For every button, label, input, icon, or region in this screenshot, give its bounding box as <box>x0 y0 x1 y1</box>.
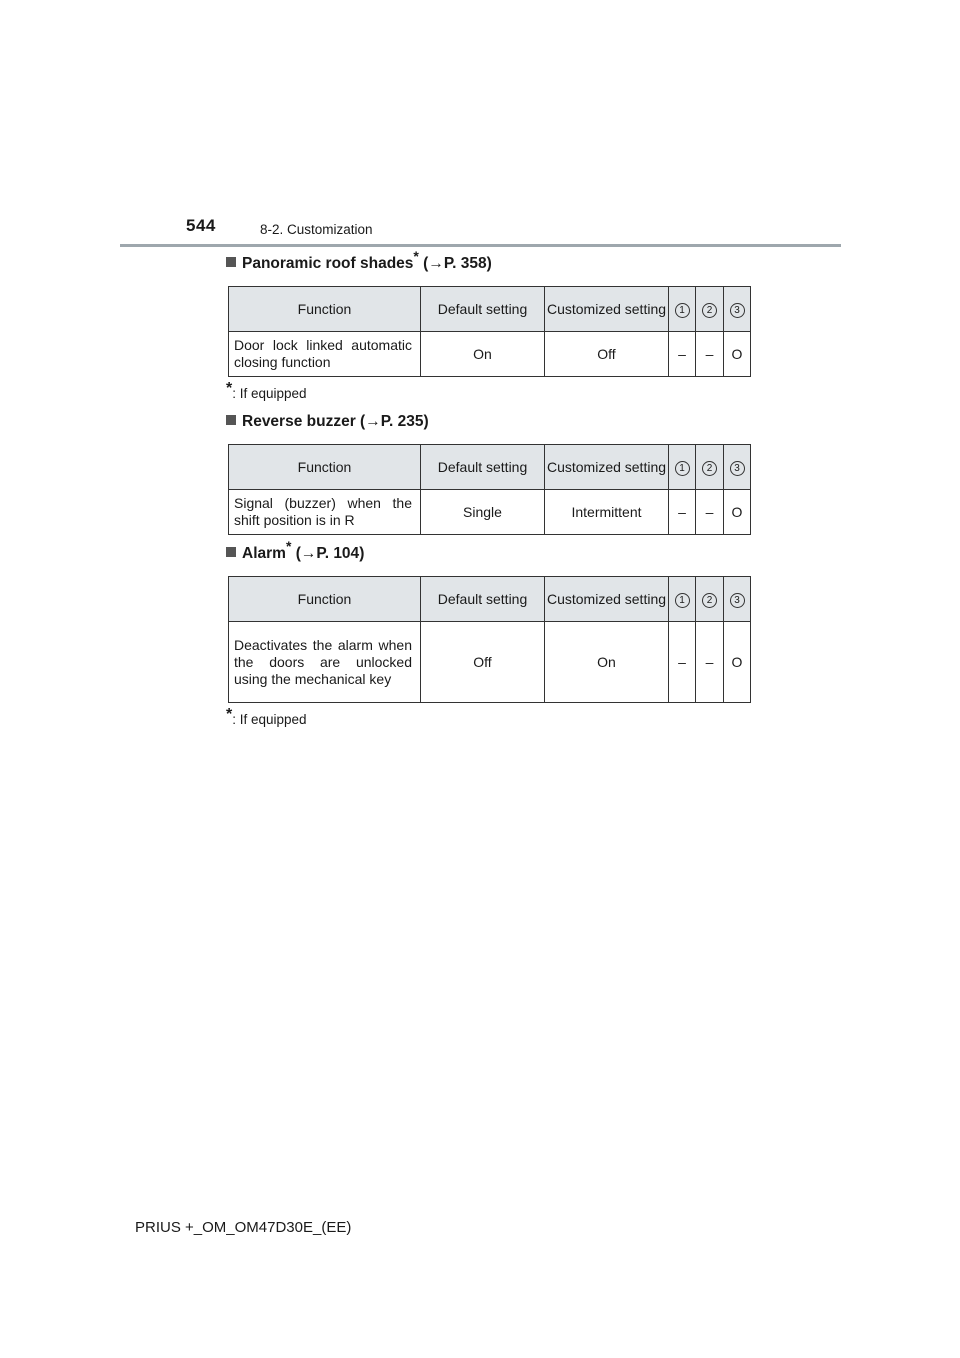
cell-default: Single <box>421 490 545 535</box>
page-number: 544 <box>186 216 216 235</box>
header-col-2 <box>696 445 724 490</box>
ref-arrow: → <box>365 413 381 430</box>
cell-function: Door lock linked automatic closing function <box>229 332 421 377</box>
cell-col-1: – <box>669 332 696 377</box>
section-label: 8-2. Customization <box>260 222 373 237</box>
header-col-1 <box>669 445 696 490</box>
cell-col-2: – <box>696 490 724 535</box>
footnote-asterisk: * <box>226 380 233 397</box>
circled-2-icon: 2 <box>702 303 717 318</box>
header-default-setting: Default setting <box>421 445 545 490</box>
section-heading-alarm: Alarm* (→P. 104) <box>226 545 364 563</box>
header-col-2 <box>696 577 724 622</box>
section-heading-reverse-buzzer: Reverse buzzer (→P. 235) <box>226 413 429 431</box>
page-ref[interactable]: P. 358 <box>443 255 487 272</box>
ref-arrow: → <box>428 255 444 272</box>
cell-customized: On <box>545 622 669 703</box>
asterisk-mark: * <box>285 538 292 554</box>
header-default-setting: Default setting <box>421 577 545 622</box>
cell-customized: Intermittent <box>545 490 669 535</box>
header-rule <box>120 244 841 247</box>
table-header-row <box>229 445 751 490</box>
header-default-setting: Default setting <box>421 287 545 332</box>
header-col-1 <box>669 287 696 332</box>
cell-col-3: O <box>724 490 751 535</box>
header-col-2 <box>696 287 724 332</box>
table-header-row <box>229 287 751 332</box>
settings-table-reverse-buzzer <box>228 444 751 535</box>
footnote-asterisk: * <box>226 706 233 723</box>
table-row <box>229 332 751 377</box>
page-ref[interactable]: P. 104 <box>316 545 360 562</box>
circled-1-icon: 1 <box>675 593 690 608</box>
cell-col-3: O <box>724 622 751 703</box>
cell-function: Deactivates the alarm when the doors are unlocked using the mechanical key <box>229 622 421 703</box>
cell-col-1: – <box>669 622 696 703</box>
cell-function: Signal (buzzer) when the shift position is in R <box>229 490 421 535</box>
header-function: Function <box>229 445 421 490</box>
cell-default: On <box>421 332 545 377</box>
cell-customized: Off <box>545 332 669 377</box>
header-customized-setting: Customized setting <box>545 577 669 622</box>
header-col-3 <box>724 287 751 332</box>
header-function: Function <box>229 287 421 332</box>
cell-col-2: – <box>696 332 724 377</box>
header-customized-setting: Customized setting <box>545 445 669 490</box>
square-bullet-icon <box>226 257 236 267</box>
square-bullet-icon <box>226 415 236 425</box>
page-ref[interactable]: P. 235 <box>380 413 424 430</box>
circled-2-icon: 2 <box>702 461 717 476</box>
cell-col-2: – <box>696 622 724 703</box>
table-row <box>229 622 751 703</box>
circled-3-icon: 3 <box>730 303 745 318</box>
header-col-3 <box>724 577 751 622</box>
circled-3-icon: 3 <box>730 593 745 608</box>
asterisk-mark: * <box>413 248 419 264</box>
circled-2-icon: 2 <box>702 593 717 608</box>
circled-1-icon: 1 <box>675 461 690 476</box>
header-function: Function <box>229 577 421 622</box>
header-customized-setting: Customized setting <box>545 287 669 332</box>
footnote-if-equipped: *: If equipped <box>226 380 307 401</box>
table-row <box>229 490 751 535</box>
circled-1-icon: 1 <box>675 303 690 318</box>
ref-arrow: → <box>300 545 317 562</box>
header-col-3 <box>724 445 751 490</box>
circled-3-icon: 3 <box>730 461 745 476</box>
cell-default: Off <box>421 622 545 703</box>
footnote-if-equipped: *: If equipped <box>226 706 307 727</box>
footer-doc-id: PRIUS +_OM_OM47D30E_(EE) <box>135 1219 352 1236</box>
square-bullet-icon <box>226 547 236 557</box>
settings-table-panoramic-roof <box>228 286 751 377</box>
section-heading-panoramic-roof: Panoramic roof shades* (→P. 358) <box>226 255 492 273</box>
settings-table-alarm <box>228 576 751 703</box>
cell-col-1: – <box>669 490 696 535</box>
header-col-1 <box>669 577 696 622</box>
table-header-row <box>229 577 751 622</box>
cell-col-3: O <box>724 332 751 377</box>
